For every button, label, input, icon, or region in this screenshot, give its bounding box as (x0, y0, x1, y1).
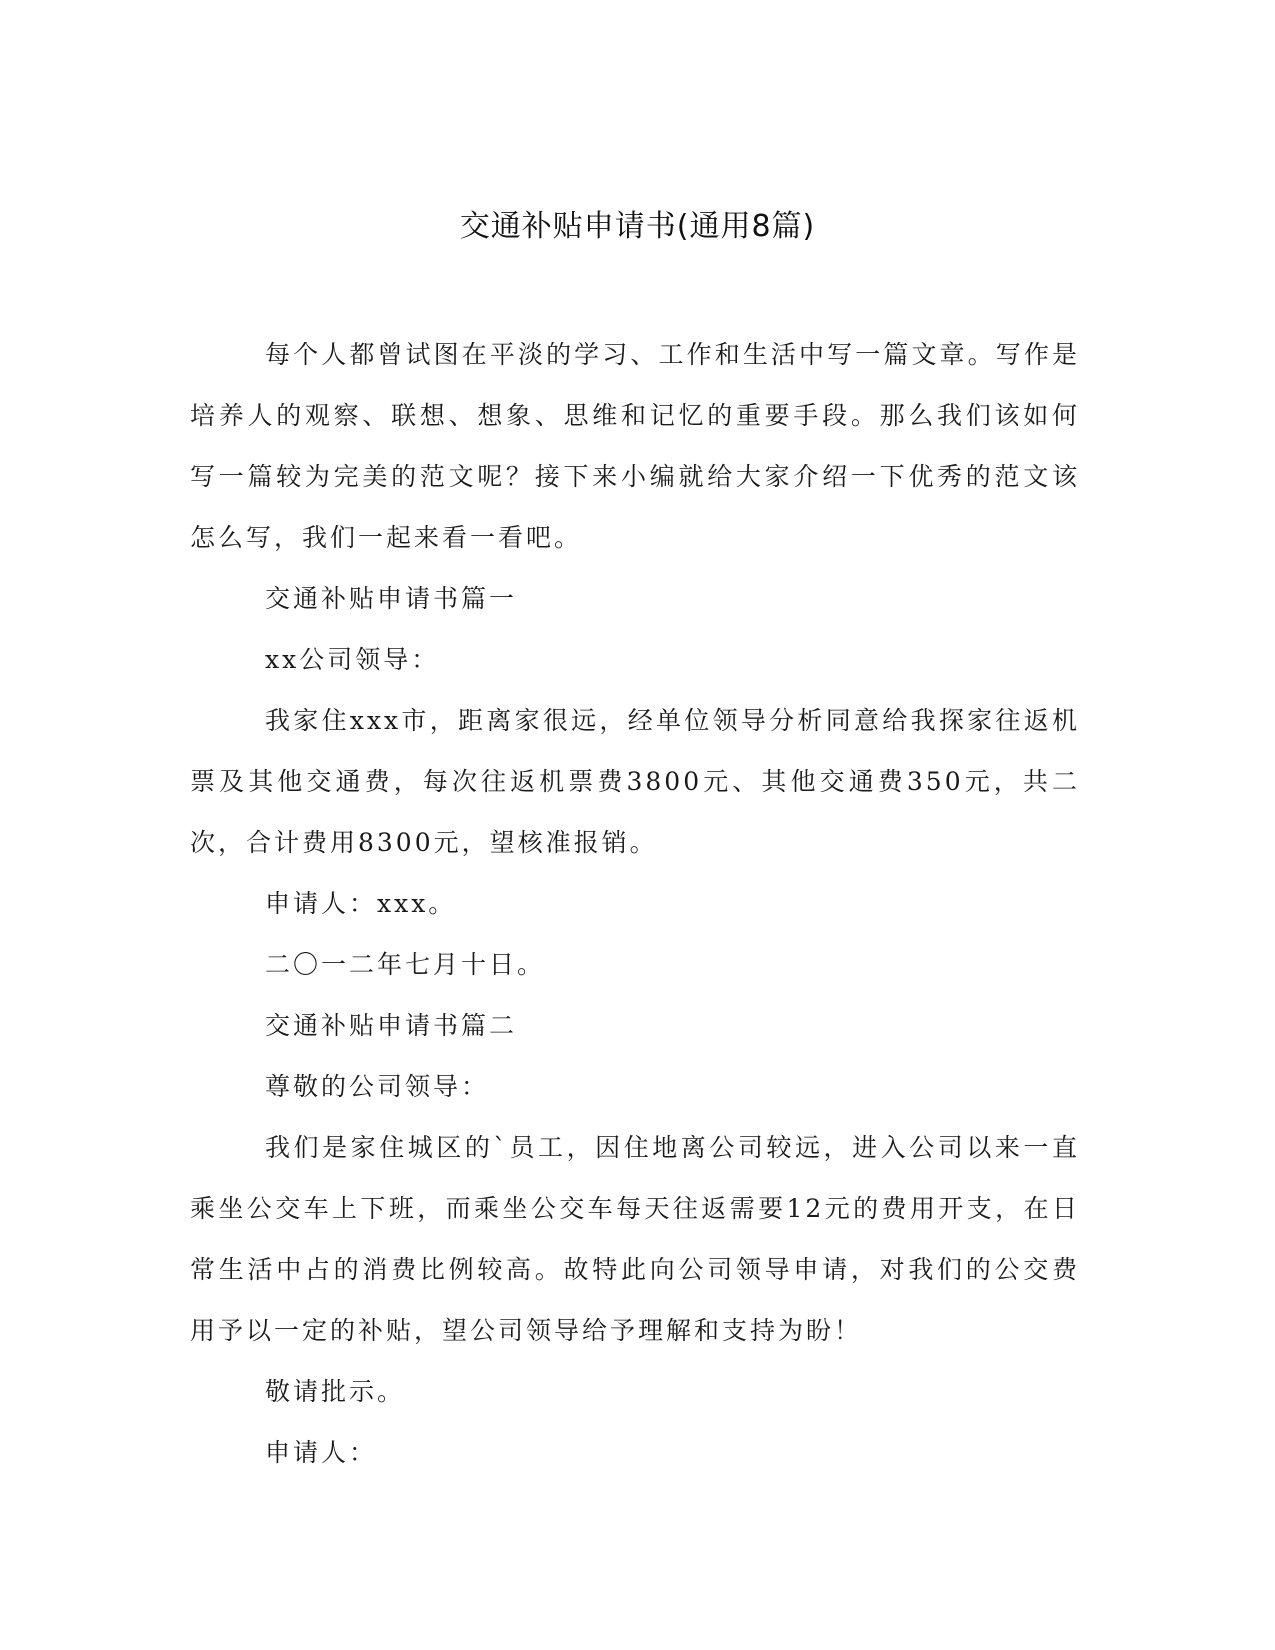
section-heading-1: 交通补贴申请书篇一 (265, 584, 518, 613)
request-approval: 敬请批示。 (265, 1377, 406, 1406)
intro-paragraph: 每个人都曾试图在平淡的学习、工作和生活中写一篇文章。写作是培养人的观察、联想、想象、思维和记忆的重要手段。那么我们该如何写一篇较为完美的范文呢？接下来小编就给大家介绍一下优秀的范文该怎么写，我们一起来看一看吧。 (190, 340, 1080, 552)
document-body (190, 324, 1080, 1483)
date-1: 二〇一二年七月十日。 (265, 950, 546, 979)
applicant-2: 申请人： (265, 1438, 378, 1467)
salutation-1: xx公司领导： (265, 645, 440, 674)
letter-2-body: 我们是家住城区的`员工，因住地离公司较远，进入公司以来一直乘坐公交车上下班，而乘坐公交车每天往返需要12元的费用开支，在日常生活中占的消费比例较高。故特此向公司领导申请，对我们的公交费用予以一定的补贴，望公司领导给予理解和支持为盼！ (190, 1133, 1080, 1345)
applicant-1: 申请人：xxx。 (265, 889, 457, 918)
document-title: 交通补贴申请书(通用8篇) (459, 209, 816, 244)
salutation-2: 尊敬的公司领导： (265, 1072, 490, 1101)
section-heading-2: 交通补贴申请书篇二 (265, 1011, 518, 1040)
letter-1-body: 我家住xxx市，距离家很远，经单位领导分析同意给我探家往返机票及其他交通费，每次往返机票费3800元、其他交通费350元，共二次，合计费用8300元，望核准报销。 (190, 706, 1080, 857)
